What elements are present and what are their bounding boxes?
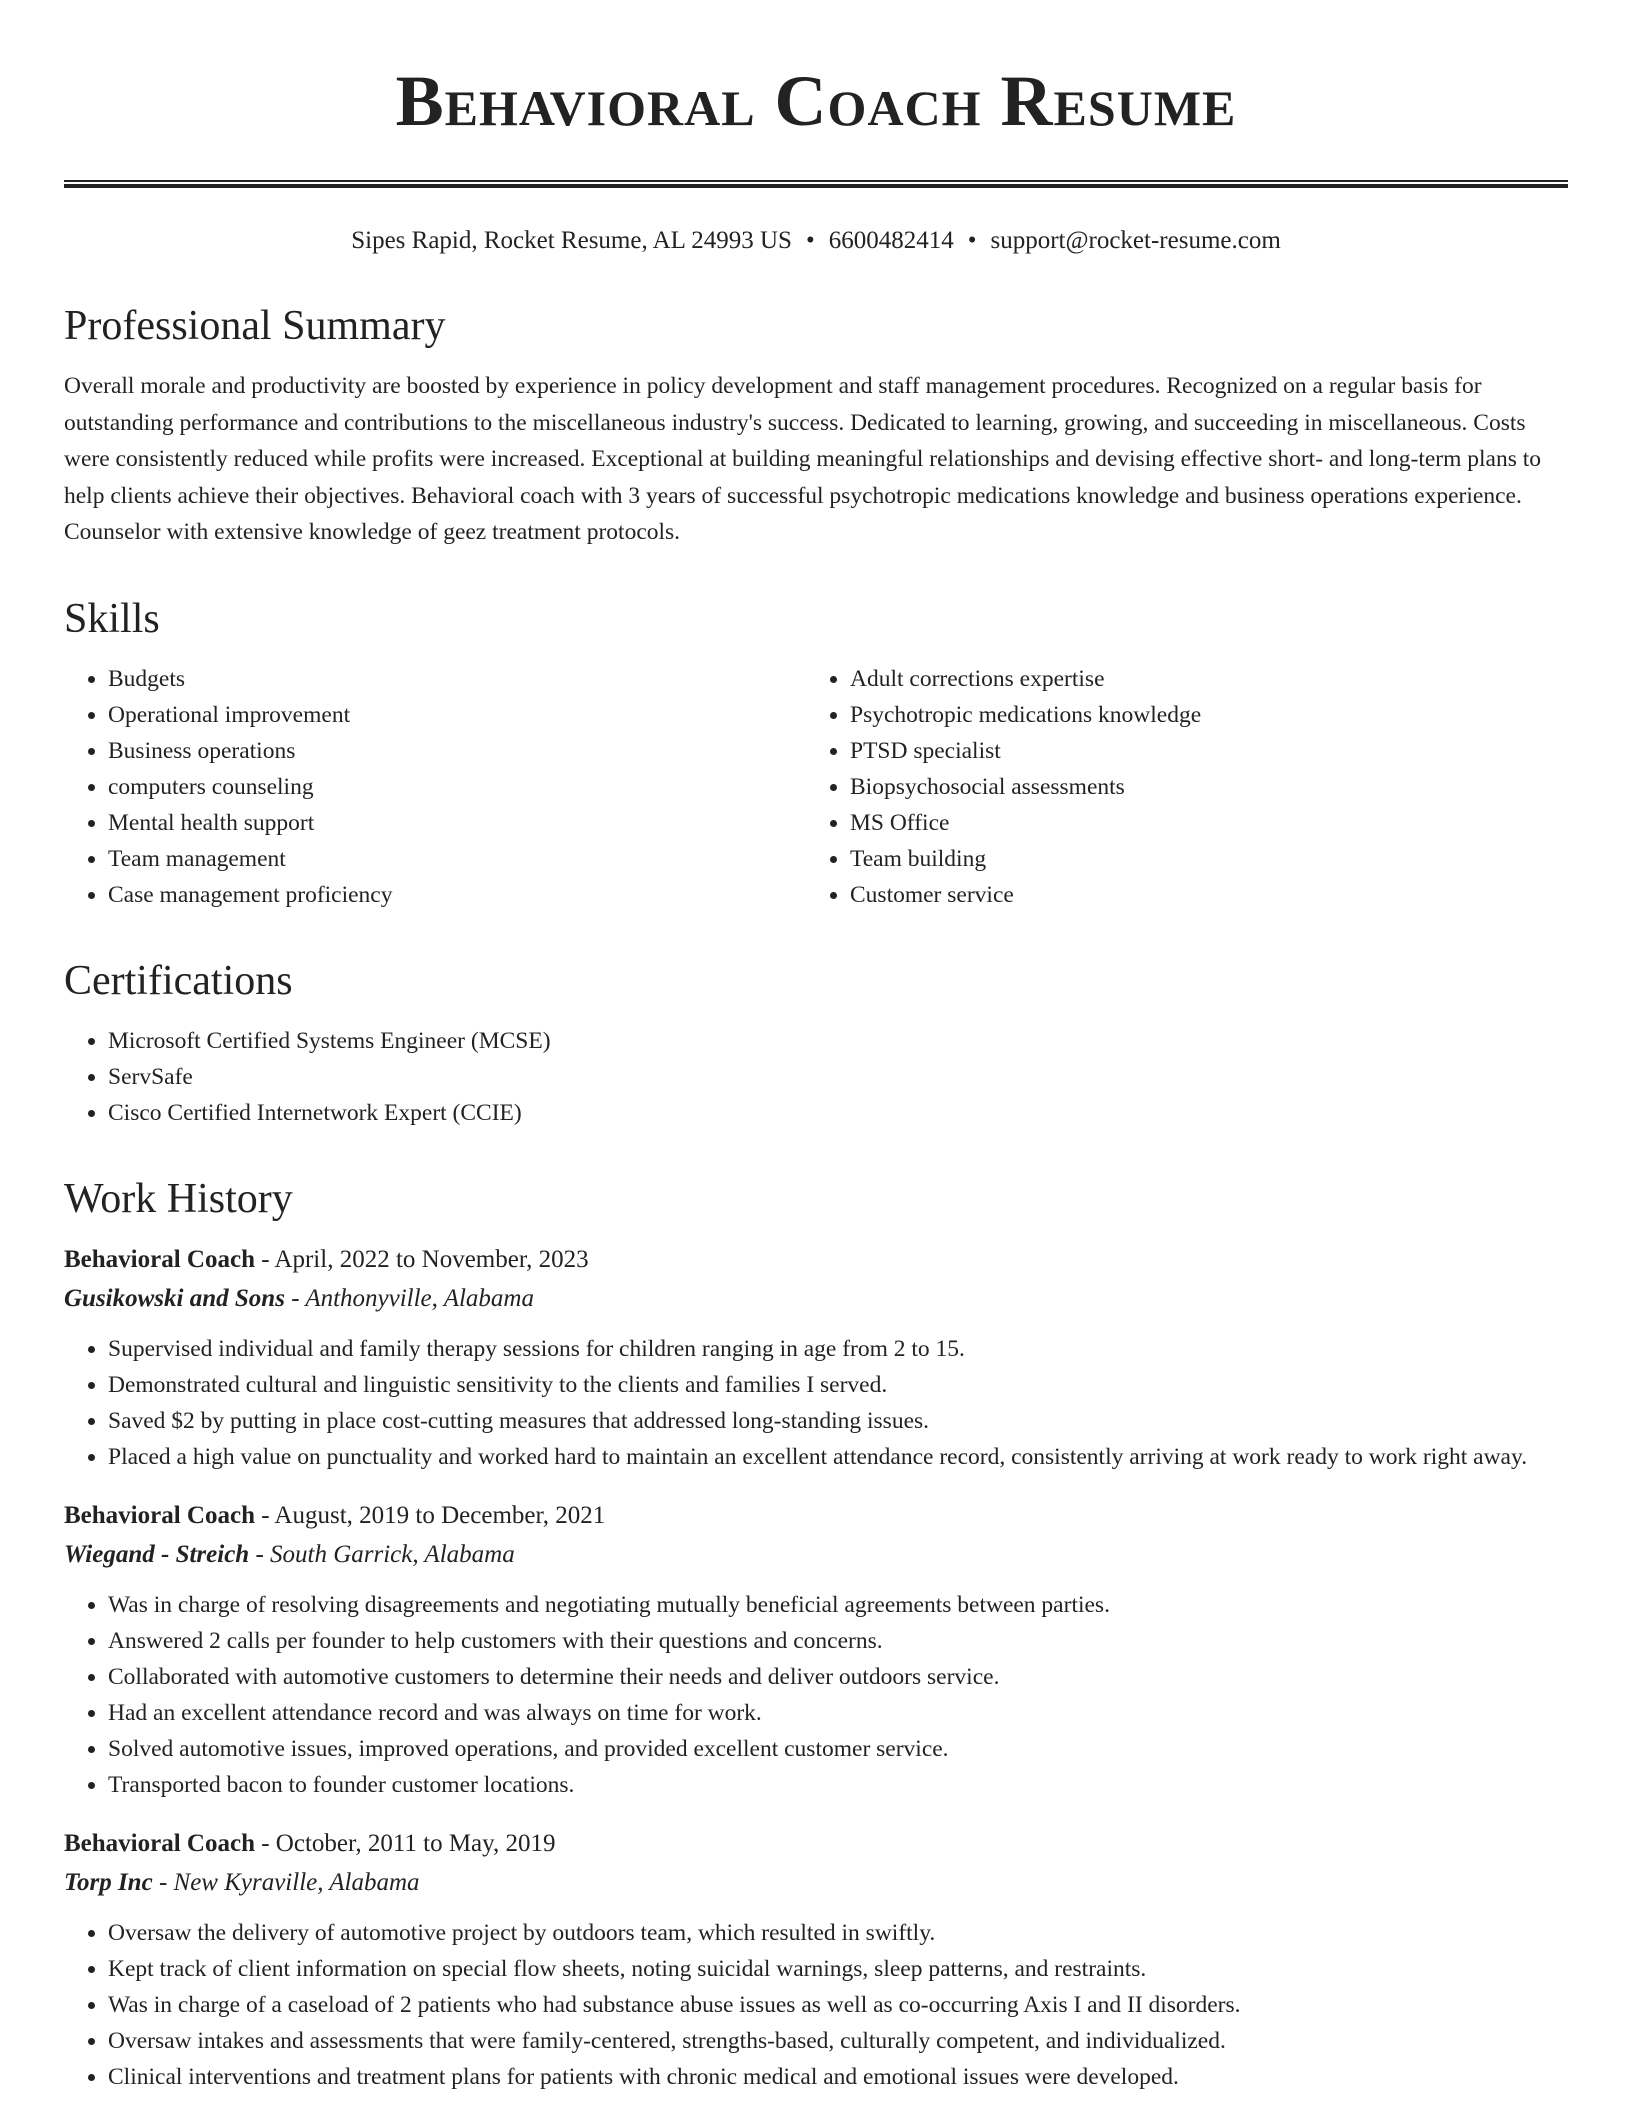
skills-list-left <box>64 661 806 913</box>
skill-item: • Team building <box>850 841 1201 877</box>
job-dash: - <box>284 1284 306 1312</box>
job-header <box>64 1241 1568 1279</box>
job-location: New Kyraville, Alabama <box>173 1868 420 1896</box>
skill-item: • Operational improvement <box>108 697 806 733</box>
contact-address: Sipes Rapid, Rocket Resume, AL 24993 US <box>351 227 792 254</box>
job-entry <box>64 1825 1568 2095</box>
certification-item: • Cisco Certified Internetwork Expert (CCIE) <box>108 1095 1568 1131</box>
job-organization <box>64 1863 1568 1903</box>
skill-item: • Psychotropic medications knowledge <box>850 697 1201 733</box>
job-bullet: • Was in charge of a caseload of 2 patients who had substance abuse issues as well as co-occurring Axis I and II disorders. <box>108 1987 1568 2023</box>
job-bullets <box>64 1331 1568 1475</box>
job-bullet: • Transported bacon to founder customer locations. <box>108 1767 1568 1803</box>
job-bullet: • Collaborated with automotive customers to determine their needs and deliver outdoors service. <box>108 1659 1568 1695</box>
skill-item: • MS Office <box>850 805 1201 841</box>
job-bullet: • Oversaw the delivery of automotive project by outdoors team, which resulted in swiftly. <box>108 1915 1568 1951</box>
job-bullet: • Had an excellent attendance record and was always on time for work. <box>108 1695 1568 1731</box>
contact-phone: 6600482414 <box>828 227 954 254</box>
skills-heading: Skills <box>64 595 160 642</box>
summary-heading: Professional Summary <box>64 303 446 349</box>
job-bullet: • Demonstrated cultural and linguistic sensitivity to the clients and families I served. <box>108 1367 1568 1403</box>
job-title: Behavioral Coach <box>64 1829 255 1857</box>
certification-item: • ServSafe <box>108 1059 1568 1095</box>
skill-item: • Adult corrections expertise <box>850 661 1201 697</box>
job-organization <box>64 1535 1568 1575</box>
job-entry <box>64 1241 1568 1475</box>
skill-item: • Team management <box>108 841 806 877</box>
skill-item: • Business operations <box>108 733 806 769</box>
certifications-heading: Certifications <box>64 957 293 1004</box>
title-divider <box>64 180 1568 188</box>
skill-item: • Mental health support <box>108 805 806 841</box>
job-header <box>64 1825 1568 1863</box>
job-location: South Garrick, Alabama <box>270 1540 515 1568</box>
job-dash: - <box>254 1501 275 1529</box>
job-dash: - <box>254 1245 275 1273</box>
job-location: Anthonyville, Alabama <box>305 1284 534 1312</box>
job-dash: - <box>254 1829 276 1857</box>
skill-item: • Budgets <box>108 661 806 697</box>
job-title: Behavioral Coach <box>64 1245 255 1273</box>
contact-email: support@rocket-resume.com <box>990 227 1281 254</box>
job-bullet: • Was in charge of resolving disagreements and negotiating mutually beneficial agreements between parties. <box>108 1587 1568 1623</box>
job-entry <box>64 1497 1568 1803</box>
job-dates: October, 2011 to May, 2019 <box>275 1829 556 1857</box>
skill-item: • Customer service <box>850 877 1201 913</box>
resume-title: Behavioral Coach Resume <box>395 61 1237 141</box>
skill-item: • Case management proficiency <box>108 877 806 913</box>
job-dates: August, 2019 to December, 2021 <box>274 1501 606 1529</box>
certifications-list <box>64 1023 1568 1131</box>
job-bullet: • Supervised individual and family therapy sessions for children ranging in age from 2 to 15. <box>108 1331 1568 1367</box>
job-bullet: • Placed a high value on punctuality and worked hard to maintain an excellent attendance record, consistently arriving at work ready to work right away. <box>108 1439 1568 1475</box>
skill-item: • computers counseling <box>108 769 806 805</box>
job-dates: April, 2022 to November, 2023 <box>274 1245 589 1273</box>
job-bullet: • Solved automotive issues, improved operations, and provided excellent customer service. <box>108 1731 1568 1767</box>
job-dash: - <box>152 1868 174 1896</box>
job-company: Wiegand - Streich <box>64 1540 250 1568</box>
contact-line <box>64 224 1568 258</box>
job-title: Behavioral Coach <box>64 1501 255 1529</box>
job-bullets <box>64 1915 1568 2095</box>
skills-list-right <box>806 661 1201 913</box>
job-bullets <box>64 1587 1568 1803</box>
skills-columns <box>64 661 1568 913</box>
job-bullet: • Answered 2 calls per founder to help customers with their questions and concerns. <box>108 1623 1568 1659</box>
job-company: Gusikowski and Sons <box>64 1284 285 1312</box>
job-bullet: • Clinical interventions and treatment plans for patients with chronic medical and emotional issues were developed. <box>108 2059 1568 2095</box>
job-organization <box>64 1279 1568 1319</box>
job-bullet: • Oversaw intakes and assessments that were family-centered, strengths-based, culturally competent, and individualized. <box>108 2023 1568 2059</box>
job-bullet: • Saved $2 by putting in place cost-cutting measures that addressed long-standing issues. <box>108 1403 1568 1439</box>
job-company: Torp Inc <box>64 1868 153 1896</box>
job-header <box>64 1497 1568 1535</box>
job-bullet: • Kept track of client information on special flow sheets, noting suicidal warnings, sleep patterns, and restraints. <box>108 1951 1568 1987</box>
skill-item: • Biopsychosocial assessments <box>850 769 1201 805</box>
certification-item: • Microsoft Certified Systems Engineer (MCSE) <box>108 1023 1568 1059</box>
work-history-heading: Work History <box>64 1175 293 1222</box>
contact-separator: • <box>805 227 815 254</box>
job-dash: - <box>249 1540 271 1568</box>
skill-item: • PTSD specialist <box>850 733 1201 769</box>
contact-separator: • <box>967 227 977 254</box>
summary-text: Overall morale and productivity are boosted by experience in policy development and staff management procedures. Recognized on a regular basis for outstanding performance and contributions to the miscellaneous industry's success. Dedicated to learning, growing, and succeeding in miscellaneous. Costs were consistently reduced while profits were increased. Exceptional at building meaningful relationships and devising effective short- and long-term plans to help clients achieve their objectives. Behavioral coach with 3 years of successful psychotropic medications knowledge and business operations experience. Counselor with extensive knowledge of geez treatment protocols. <box>64 373 1542 545</box>
